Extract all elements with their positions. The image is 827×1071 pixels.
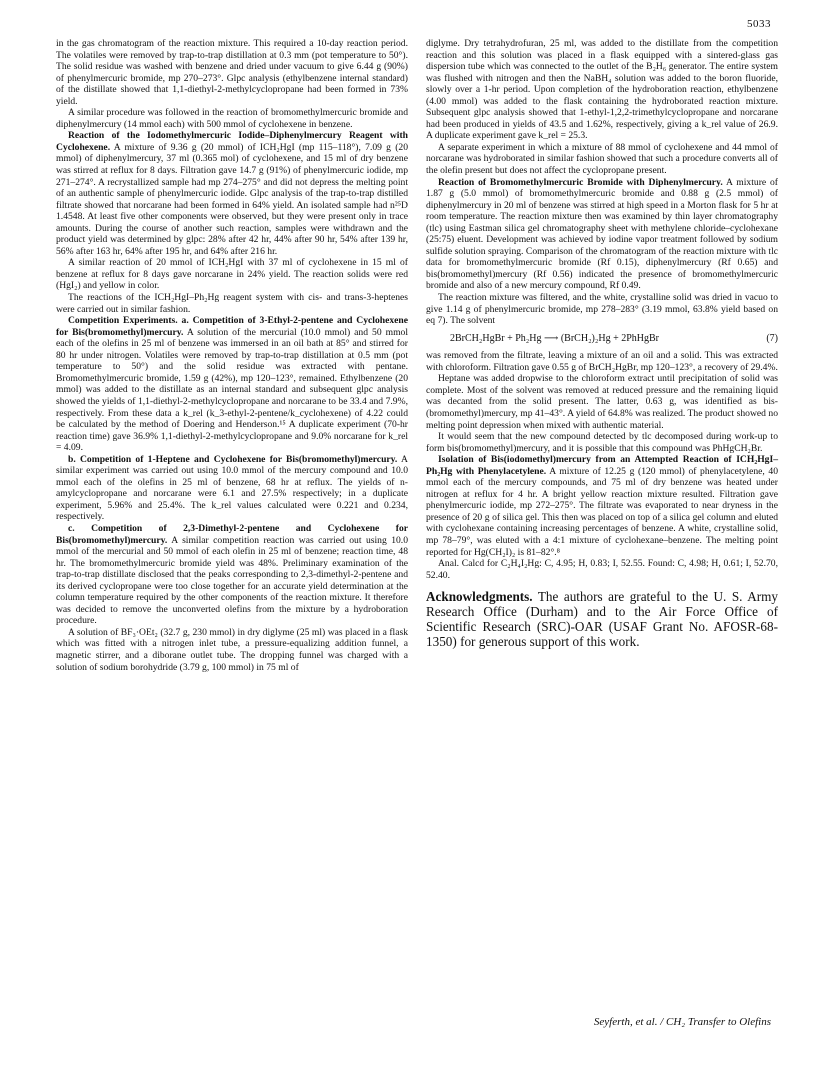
- section-heading: Competition Experiments. a. Competition of 3-Ethyl-2-pentene and Cyclohexene for Bis(bromomethyl)mercury.: [56, 315, 408, 338]
- paragraph-text: A similar experiment was carried out using 10.0 mmol of the mercury compound and 10.0 mmol each of the olefins in 25 ml of benzene, 68 hr at reflux. The yields of n-amylcyclopropane and norcarane were 6.1 and 27.5% respectively; in a duplicate experiment, 5.96% and 25.4%. The k_rel values calculated were 0.221 and 0.234, respectively.: [56, 453, 408, 523]
- paragraph: [56, 315, 408, 454]
- paragraph-text: A similar reaction of 20 mmol of ICH₂HgI with 37 ml of cyclohexene in 15 ml of benzene at reflux for 8 days gave norcarane in 24% yield. The reaction solids were red (HgI₂) and yellow in color.: [56, 257, 408, 292]
- paragraph-text: The reaction mixture was filtered, and the white, crystalline solid was dried in vacuo to give 1.14 g of phenylmercuric bromide, mp 278–283° (3.19 mmol, 63.8% yield based on eq 7). The solvent: [426, 292, 778, 327]
- paragraph-text: It would seem that the new compound detected by tlc decomposed during work-up to form bis(bromomethyl)mercury, and it is possible that this compound was PhHgCH₂Br.: [426, 431, 778, 454]
- paragraph: [426, 454, 778, 558]
- paragraph: [426, 350, 778, 373]
- acknowledgments-text: The authors are grateful to the U. S. Army Research Office (Durham) and to the Air Force Office of Scientific Research (SRC)-OAR (USAF Grant No. AFOSR-68-1350) for generous support of this work.: [426, 589, 778, 650]
- paragraph-text: in the gas chromatogram of the reaction mixture. This required a 10-day reaction period. The volatiles were removed by trap-to-trap distillation at 0.3 mm (pot temperature to 50°). The solid residue was washed with benzene and dried under vacuum to give 6.44 g (90%) of phenylmercuric bromide, mp 270–273°. Glpc analysis (ethylbenzene internal standard) of the distillate showed that 1,1-diethyl-2-methylcyclopropane had been formed in 73% yield.: [56, 38, 408, 107]
- paragraph-text: The reactions of the ICH₂HgI–Ph₂Hg reagent system with cis- and trans-3-heptenes were carried out in similar fashion.: [56, 292, 408, 315]
- paragraph: [56, 523, 408, 627]
- equation-number: (7): [766, 332, 778, 344]
- left-column: [56, 38, 408, 673]
- paragraph: [56, 454, 408, 523]
- paragraph: [56, 257, 408, 292]
- paragraph-text: A mixture of 9.36 g (20 mmol) of ICH₂HgI (mp 115–118°), 7.09 g (20 mmol) of diphenylmercury, 37 ml (0.365 mol) of cyclohexene, and 15 ml of dry benzene was stirred at reflux for 8 days. Filtration gave 14.7 g (91%) of phenylmercuric iodide, mp 271–274°. A recrystallized sample had mp 274–275° and did not depress the melting point of an authentic sample of phenylmercuric iodide. Glpc analysis of the trap-to-trap distilled filtrate showed that norcarane had been formed in 64% yield. An isolated sample had n²⁵D 1.4548. At least five other components were observed, but they were present only in trace amounts. During the course of another such reaction, samples were withdrawn and the product yield was determined by glpc: 28% after 42 hr, 44% after 90 hr, 54% after 139 hr, 56% after 163 hr, 64% after 195 hr, and 64% after 216 hr.: [56, 141, 408, 257]
- paragraph: [426, 177, 778, 292]
- paragraph-text: Anal. Calcd for C₂H₄I₂Hg: C, 4.95; H, 0.83; I, 52.55. Found: C, 4.98; H, 0.61; I, 52.70, 52.40.: [426, 558, 778, 581]
- paragraph: [426, 373, 778, 431]
- right-column: [426, 38, 778, 649]
- paragraph-text: A solution of the mercurial (10.0 mmol) and 50 mmol each of the olefins in 25 ml of benzene was immersed in an oil bath at 85° and stirred for 80 hr under nitrogen. Volatiles were removed by trap-to-trap distillation at 0.5 mm (pot temperature to 50°) and the solid residue was extracted with pentane. Bromomethylmercuric bromide, 1.59 g (42%), mp 120–123°, remained. Ethylbenzene (20 mmol) was added to the distillate as an internal standard and subsequent glpc analysis showed the yields of 1,1-diethyl-2-methylcyclopropane and norcarane to be 33.4 and 7.9%, respectively. From these data a k_rel (k_3-ethyl-2-pentene/k_cyclohexene) of 4.22 could be calculated by the method of Doering and Henderson.¹⁵ A duplicate experiment (70-hr reaction time) gave 36.9% 1,1-diethyl-2-methylcyclopropane and 9.0% norcarane for k_rel = 4.09.: [56, 326, 409, 454]
- paragraph: [426, 38, 778, 142]
- paragraph-text: A mixture of 1.87 g (5.0 mmol) of bromomethylmercuric bromide and 0.88 g (2.5 mmol) of diphenylmercury in 20 ml of benzene was stirred at high speed in a Morton flask for 5 hr at room temperature. The reaction mixture then was examined by thin layer chromatography (tlc) using Eastman silica gel chromatography sheet with methylene chloride–cyclohexane (25:75) eluent. Development was achieved by iodine vapor treatment followed by sodium sulfide solution spraying. Comparison of the chromatogram of the reaction mixture with tlc data for bromomethylmercuric bromide (Rf 0.15), diphenylmercury (Rf 0.65) and bis(bromomethyl)mercury (Rf 0.56) indicated the presence of bromomethylmercuric bromide and also of a new mercury compound, Rf 0.49.: [426, 176, 778, 292]
- section-heading: Reaction of Bromomethylmercuric Bromide with Diphenylmercury.: [438, 176, 723, 188]
- paragraph-text: A separate experiment in which a mixture of 88 mmol of cyclohexene and 44 mmol of norcarane was hydroborated in similar fashion showed that such a procedure converts all of the olefin present but does not affect the cyclopropane present.: [426, 141, 778, 177]
- paragraph: [426, 431, 778, 454]
- paragraph: [56, 627, 408, 673]
- paragraph-text: A similar competition reaction was carried out using 10.0 mmol of the mercurial and 50 mmol of each olefin in 25 ml of benzene; reaction time, 48 hr. The bromomethylmercuric bromide yield was 48%. Preliminary examination of the trap-to-trap distillate disclosed that the peaks corresponding to 2,3-dimethyl-2-pentene and its derived cyclopropane were too close together for an accurate yield determination at the column temperature required by the other components of the reaction mixture. It therefore was decided to remove the unconverted olefins from the mixture by a hydroboration procedure.: [56, 534, 408, 627]
- paragraph: [426, 292, 778, 327]
- paragraph: [56, 292, 408, 315]
- paragraph-text: A similar procedure was followed in the reaction of bromomethylmercuric bromide and diphenylmercury (14 mmol each) with 500 mmol of cyclohexene in benzene.: [56, 107, 408, 130]
- paragraph: [426, 142, 778, 177]
- paragraph-text: A mixture of 12.25 g (120 mmol) of phenylacetylene, 40 mmol each of the mercury compounds, and 75 ml of dry benzene was heated under nitrogen at reflux for 4 hr. A bright yellow reaction mixture resulted. Filtration gave phenylmercuric iodide, mp 272–275°. The filtrate was evaporated to near dryness in the presence of 20 g of silica gel. This then was placed on top of a silica gel column and eluted with cyclohexane containing increasing percentages of benzene. A white, crystalline solid, mp 78–79°, was eluted with a 4:1 mixture of cyclohexane–benzene. The melting point reported for Hg(CH₂I)₂ is 81–82°.⁸: [426, 465, 778, 558]
- acknowledgments: [426, 589, 778, 649]
- paragraph-text: Heptane was added dropwise to the chloroform extract until precipitation of solid was complete. Most of the solvent was removed at reduced pressure and the remaining liquid was decanted from the solid present. The latter, 0.63 g, was identified as bis-(bromomethyl)mercury, mp 41–43°. A yield of 64.8% was realized. The product showed no melting point depression when mixed with authentic material.: [426, 373, 778, 431]
- paragraph-text: was removed from the filtrate, leaving a mixture of an oil and a solid. This was extracted with chloroform. Filtration gave 0.55 g of BrCH₂HgBr, mp 120–123°, a recovery of 29.4%.: [426, 350, 778, 373]
- chemical-equation: [450, 333, 778, 345]
- section-heading: Reaction of the Iodomethylmercuric Iodide–Diphenylmercury Reagent with Cyclohexene.: [56, 130, 408, 153]
- paragraph: [56, 130, 408, 257]
- paragraph: [56, 107, 408, 130]
- paragraph: [56, 38, 408, 107]
- paragraph-text: A solution of BF₃·OEt₂ (32.7 g, 230 mmol) in dry diglyme (25 ml) was placed in a flask which was fitted with a nitrogen inlet tube, a pressure-equalizing addition funnel, a magnetic stirrer, and a diborane outlet tube. The dropping funnel was charged with a solution of sodium borohydride (3.79 g, 100 mmol) in 75 ml of: [56, 626, 408, 673]
- equation-text: 2BrCH₂HgBr + Ph₂Hg ⟶ (BrCH₂)₂Hg + 2PhHgBr: [450, 332, 660, 344]
- acknowledgments-heading: Acknowledgments.: [426, 589, 533, 605]
- section-heading: b. Competition of 1-Heptene and Cyclohexene for Bis(bromomethyl)mercury.: [68, 453, 398, 465]
- section-heading: c. Competition of 2,3-Dimethyl-2-pentene and Cyclohexene for Bis(bromomethyl)mercury.: [56, 522, 408, 546]
- paragraph: [426, 558, 778, 581]
- paragraph-text: diglyme. Dry tetrahydrofuran, 25 ml, was added to the distillate from the competition reaction and this solution was placed in a flask equipped with a sintered-glass gas dispersion tube which was connected to the outlet of the B₂H₆ generator. The entire system was flushed with nitrogen and then the NaBH₄ solution was added to the boron fluoride, slowly over a 1-hr period. Upon completion of the hydroboration reaction, ethylbenzene (4.00 mmol) was added to the flask containing the hydroborated reaction mixture. Subsequent glpc analysis showed that 1-ethyl-1,2,2-trimethylcyclopropane and norcarane had been produced in yields of 43.5 and 1.62%, respectively, giving a k_rel value of 26.9. A duplicate experiment gave k_rel = 25.3.: [426, 38, 778, 142]
- section-heading: Isolation of Bis(iodomethyl)mercury from an Attempted Reaction of ICH₂HgI–Ph₂Hg with Phenylacetylene.: [426, 454, 778, 477]
- running-footer: Seyferth, et al. / CH₂ Transfer to Olefins: [593, 1016, 771, 1028]
- page-number: 5033: [747, 18, 771, 30]
